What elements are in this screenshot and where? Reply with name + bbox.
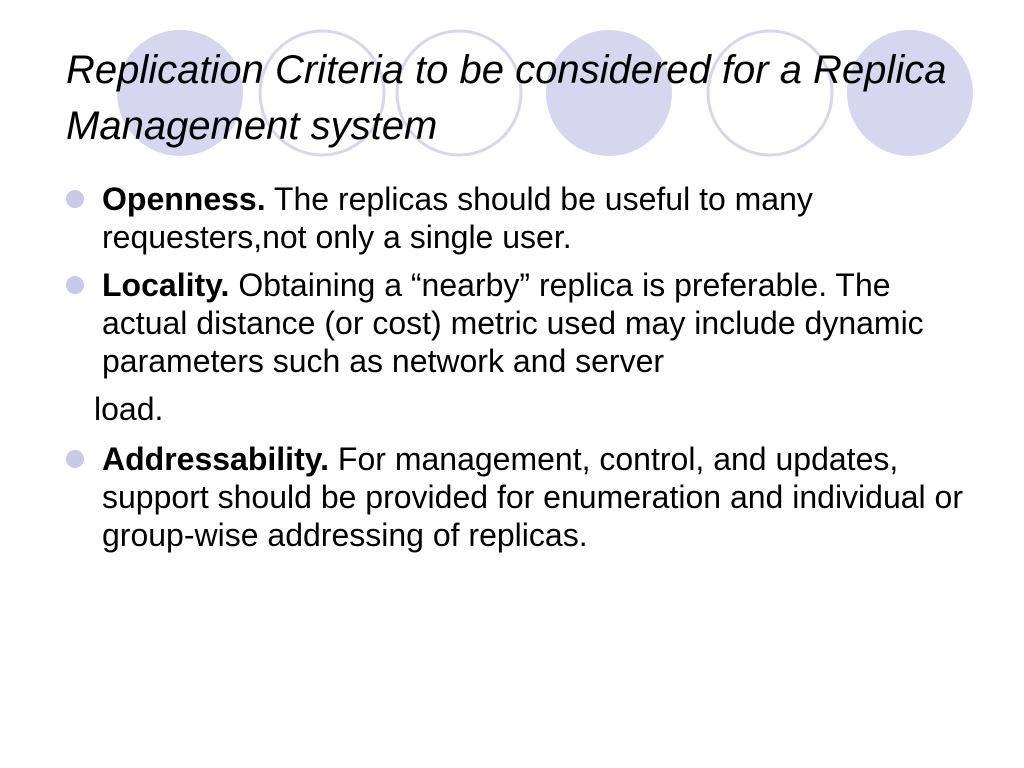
bullet-icon	[66, 276, 84, 294]
bullet-text: Obtaining a “nearby” replica is preferable. The actual distance (or cost) metric used may include dynamic parameters such as network and server	[102, 267, 924, 379]
bullet-item-addressability	[66, 440, 966, 554]
bullet-lead: Addressability.	[102, 441, 330, 477]
bullet-item-locality	[66, 266, 966, 380]
bullet-lead: Locality.	[102, 267, 230, 303]
slide-title: Replication Criteria to be considered for a Replica Management system	[66, 48, 947, 148]
continuation-text: load.	[94, 391, 164, 427]
bullet-text: For management, control, and updates, support should be provided for enumeration and individual or group-wise addressing of replicas.	[102, 441, 963, 553]
bullet-list	[66, 180, 966, 564]
bullet-item-openness	[66, 180, 966, 256]
bullet-icon	[66, 190, 84, 208]
bullet-icon	[66, 450, 84, 468]
bullet-lead: Openness.	[102, 181, 266, 217]
bullet-text: The replicas should be useful to many requesters,not only a single user.	[102, 181, 813, 255]
